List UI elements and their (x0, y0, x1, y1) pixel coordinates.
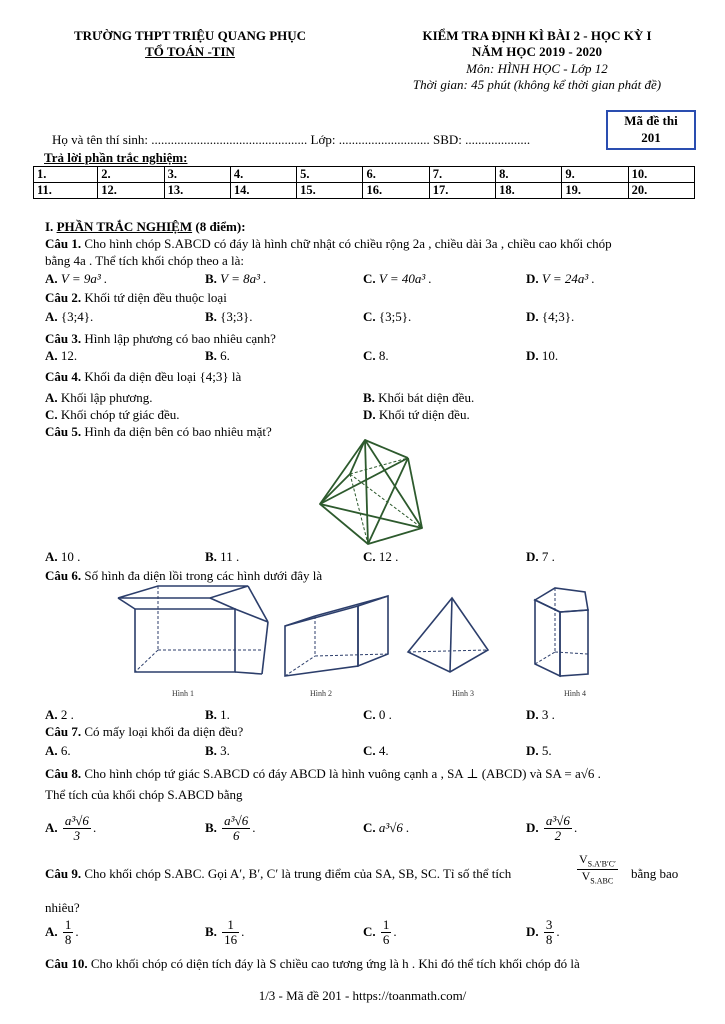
option-letter: B. (205, 309, 217, 324)
option-text: 1. (220, 707, 230, 722)
fig-label-1: Hình 1 (172, 689, 194, 698)
option-c[interactable] (363, 347, 389, 364)
q-label: Câu 7. (45, 724, 82, 739)
section-title: PHẦN TRẮC NGHIỆM (56, 219, 193, 234)
option-d[interactable] (526, 548, 555, 565)
option-b[interactable] (205, 918, 244, 948)
answer-cell[interactable]: 15. (297, 183, 363, 199)
option-text: {3;3}. (220, 309, 253, 324)
option-b[interactable] (363, 389, 474, 406)
option-text: V = 40a³ . (378, 271, 432, 286)
frac-num: a³√6 (545, 813, 570, 828)
option-letter: C. (363, 549, 376, 564)
option-letter: D. (526, 348, 539, 363)
answer-section-title: Trả lời phần trắc nghiệm: (44, 150, 188, 165)
fig1-edge (118, 598, 135, 609)
option-text: V = 24a³ . (541, 271, 595, 286)
option-text: 8. (378, 348, 389, 363)
q9-lead (45, 865, 511, 882)
option-letter: C. (363, 348, 376, 363)
option-letter: D. (526, 923, 539, 939)
option-tail: . (252, 819, 256, 835)
fig4-top (535, 588, 588, 612)
answer-cell[interactable]: 11. (34, 183, 98, 199)
exam-time: Thời gian: 45 phút (không kể thời gian phát đề) (412, 77, 662, 92)
option-fraction (544, 918, 555, 948)
frac-num: a³√6 (224, 813, 249, 828)
option-b[interactable] (205, 548, 239, 565)
option-letter: C. (363, 743, 376, 758)
frac-den: 8 (64, 932, 72, 948)
q4-options-2 (45, 406, 695, 423)
option-letter: B. (205, 549, 217, 564)
q2-text (45, 289, 695, 306)
answer-grid-row (34, 167, 695, 183)
figure-2 (285, 596, 388, 676)
answer-cell[interactable]: 20. (628, 183, 694, 199)
ratio-den-sub: S.ABC (590, 876, 614, 886)
ratio-num-sub: S.A′B′C′ (587, 859, 616, 869)
option-d[interactable] (363, 406, 470, 423)
option-text: 3. (220, 743, 230, 758)
option-letter: A. (45, 707, 58, 722)
q9-volume-ratio (577, 853, 618, 886)
option-letter: B. (205, 348, 217, 363)
q-text: Khối đa diện đều loại {4;3} là (81, 369, 242, 384)
octahedron-edge (320, 458, 408, 504)
option-a[interactable] (45, 308, 93, 325)
option-letter: C. (363, 271, 376, 286)
option-text: Khối chóp tứ giác đều. (60, 407, 180, 422)
option-letter: D. (526, 309, 539, 324)
answer-cell[interactable]: 18. (496, 183, 562, 199)
answer-cell[interactable]: 7. (429, 167, 495, 183)
option-letter: A. (45, 309, 58, 324)
option-text: 11 . (220, 549, 240, 564)
option-text: 0 . (378, 707, 392, 722)
answer-grid (33, 166, 695, 199)
option-c[interactable] (363, 918, 397, 948)
option-letter: A. (45, 923, 58, 939)
option-letter: C. (363, 309, 376, 324)
fig1-edge (248, 586, 268, 622)
option-letter: D. (363, 407, 376, 422)
option-text: 2 . (60, 707, 74, 722)
option-tail: . (393, 923, 397, 939)
fig2-front (285, 606, 358, 676)
option-text: 4. (378, 743, 389, 758)
exam-title: KIỂM TRA ĐỊNH KÌ BÀI 2 - HỌC KỲ I (422, 28, 652, 43)
option-a[interactable] (45, 347, 77, 364)
q9-options (45, 916, 695, 956)
q-label: Câu 4. (45, 369, 82, 384)
option-fraction (63, 918, 74, 948)
q-label: Câu 1. (45, 236, 82, 251)
answer-grid-row (34, 183, 695, 199)
option-tail: . (556, 923, 560, 939)
answer-cell[interactable]: 16. (363, 183, 429, 199)
fig4-left (535, 600, 560, 676)
option-tail: . (92, 819, 97, 835)
answer-cell[interactable]: 12. (98, 183, 164, 199)
option-letter: D. (526, 707, 539, 722)
fig1-edge (235, 672, 262, 674)
option-text: 10. (541, 348, 559, 363)
option-c[interactable] (363, 548, 398, 565)
option-a[interactable] (45, 548, 80, 565)
q9-tail: bằng bao (631, 866, 679, 881)
q7-text (45, 723, 695, 740)
department (40, 44, 340, 60)
option-letter: D. (526, 271, 539, 286)
option-b[interactable] (205, 706, 230, 723)
fig1-top (118, 586, 248, 598)
answer-cell[interactable]: 19. (562, 183, 628, 199)
section-heading (45, 218, 695, 235)
option-letter: C. (45, 407, 58, 422)
q-label: Câu 5. (45, 424, 82, 439)
school-year: NĂM HỌC 2019 - 2020 (472, 44, 602, 59)
option-tail: . (241, 923, 245, 939)
answer-cell[interactable]: 2. (98, 167, 164, 183)
q-label: Câu 10. (45, 956, 88, 971)
answer-cell[interactable]: 17. (429, 183, 495, 199)
frac-num: 1 (382, 917, 390, 932)
option-b[interactable] (205, 308, 253, 325)
exam-code-box (606, 110, 696, 150)
option-letter: A. (45, 271, 58, 286)
q8-options (45, 808, 695, 848)
frac-den: 2 (554, 828, 562, 844)
q-text: Cho hình chóp S.ABCD có đáy là hình chữ nhật có chiều rộng 2a , chiều dài 3a , chiều cao khối chóp (81, 236, 612, 251)
answer-cell[interactable]: 1. (34, 167, 98, 183)
octahedron-edge (320, 474, 350, 504)
answer-cell[interactable]: 8. (496, 167, 562, 183)
option-a[interactable] (45, 742, 71, 759)
q-label: Câu 2. (45, 290, 82, 305)
q6-text (45, 567, 695, 584)
option-d[interactable] (526, 706, 555, 723)
option-c[interactable] (45, 406, 180, 423)
frac-num: 1 (64, 917, 72, 932)
fig1-edge (262, 622, 268, 674)
option-c[interactable] (363, 742, 389, 759)
option-text: Khối bát diện đều. (378, 390, 475, 405)
q4-text (45, 368, 695, 385)
q5-options (45, 548, 695, 565)
option-fraction (63, 814, 91, 844)
q-text: Hình lập phương có bao nhiêu cạnh? (81, 331, 276, 346)
fig2-hidden (315, 654, 388, 656)
octahedron-edge (365, 440, 368, 544)
frac-den: 3 (73, 828, 81, 844)
q8-text-2: Thể tích của khối chóp S.ABCD bằng (45, 787, 243, 802)
figure-3 (408, 598, 488, 672)
q3-text (45, 330, 695, 347)
frac-den: 6 (232, 828, 240, 844)
answer-cell[interactable]: 13. (164, 183, 230, 199)
option-letter: B. (363, 390, 375, 405)
subject: Môn: HÌNH HỌC - Lớp 12 (466, 61, 608, 76)
option-b[interactable] (205, 742, 230, 759)
option-letter: A. (45, 348, 58, 363)
section-prefix: I. (45, 219, 57, 234)
answer-cell[interactable]: 14. (230, 183, 296, 199)
option-text: 7 . (541, 549, 555, 564)
option-letter: A. (45, 819, 58, 835)
option-d[interactable] (526, 742, 552, 759)
option-letter: C. (363, 820, 376, 835)
q-text: Hình đa diện bên có bao nhiêu mặt? (81, 424, 272, 439)
q6-options (45, 706, 695, 723)
q9-text (45, 852, 695, 893)
q10-text (45, 955, 695, 972)
q1-text-2: bằng 4a . Thể tích khối chóp theo a là: (45, 253, 245, 268)
frac-num: 1 (222, 918, 239, 933)
fig3-outline (408, 598, 488, 672)
option-c[interactable] (363, 819, 409, 836)
option-text: 6. (220, 348, 230, 363)
fig3-edge (450, 598, 452, 672)
option-a[interactable] (45, 706, 74, 723)
option-b[interactable] (205, 347, 230, 364)
option-letter: B. (205, 819, 217, 835)
q-label: Câu 6. (45, 568, 82, 583)
ratio-num-main: V (579, 852, 588, 866)
option-b[interactable] (205, 270, 267, 287)
fig2-edge (315, 596, 388, 616)
option-tail: . (75, 923, 79, 939)
q-text: Có mấy loại khối đa diện đều? (81, 724, 244, 739)
answer-cell[interactable]: 3. (164, 167, 230, 183)
option-c[interactable] (363, 706, 392, 723)
figure-1 (118, 586, 268, 674)
option-c[interactable] (363, 308, 411, 325)
q6-figures (110, 584, 620, 684)
fig2-edge (285, 616, 315, 626)
option-fraction (222, 918, 239, 948)
option-text: V = 9a³ . (60, 271, 108, 286)
option-a[interactable] (45, 389, 152, 406)
fig4-front (560, 610, 588, 676)
option-text: {3;4}. (60, 309, 94, 324)
q-text: Số hình đa diện lồi trong các hình dưới đây là (81, 568, 323, 583)
option-letter: A. (45, 743, 58, 758)
answer-cell[interactable]: 9. (562, 167, 628, 183)
fig4-hidden (535, 652, 555, 664)
answer-cell[interactable]: 5. (297, 167, 363, 183)
option-letter: B. (205, 271, 217, 286)
fig1-edge (210, 598, 235, 609)
option-text: 10 . (60, 549, 81, 564)
q-label: Câu 8. (45, 766, 82, 781)
frac-den: 6 (382, 932, 390, 948)
option-letter: D. (526, 549, 539, 564)
answer-cell[interactable]: 6. (363, 167, 429, 183)
ratio-den-main: V (581, 869, 591, 884)
option-letter: C. (363, 923, 376, 939)
option-letter: B. (205, 743, 217, 758)
option-c[interactable] (363, 270, 432, 287)
option-letter: A. (45, 390, 58, 405)
q-label: Câu 9. (45, 866, 82, 881)
q-text: Khối tứ diện đều thuộc loại (81, 290, 227, 305)
fig1-front (135, 609, 235, 672)
ratio-num (577, 853, 618, 870)
octahedron-edge (368, 458, 408, 544)
option-text: a³√6 . (378, 820, 410, 835)
q2-options (45, 308, 695, 325)
option-text: 3 . (541, 707, 555, 722)
option-letter: B. (205, 707, 217, 722)
answer-cell[interactable]: 4. (230, 167, 296, 183)
q3-options (45, 347, 695, 364)
fig-label-2: Hình 2 (310, 689, 332, 698)
option-d[interactable] (526, 308, 574, 325)
q4-options-1 (45, 389, 695, 406)
fig3-hidden (408, 650, 488, 652)
ratio-den (577, 870, 618, 886)
option-a[interactable] (45, 270, 107, 287)
q-label: Câu 3. (45, 331, 82, 346)
option-d[interactable] (526, 814, 577, 844)
option-text: Khối tứ diện đều. (378, 407, 470, 422)
school-name: TRƯỜNG THPT TRIỆU QUANG PHỤC (73, 28, 307, 43)
fig-label-3: Hình 3 (452, 689, 474, 698)
frac-num: a³√6 (64, 813, 89, 828)
option-a[interactable] (45, 814, 96, 844)
option-letter: B. (205, 923, 217, 939)
frac-den: 8 (545, 932, 553, 948)
fig2-side (358, 596, 388, 666)
section-suffix: (8 điểm): (192, 219, 246, 234)
exam-code-label: Mã đề thi (624, 113, 678, 128)
option-text: 12. (60, 348, 78, 363)
department-text: TỔ TOÁN -TIN (145, 44, 235, 59)
fig1-edge (235, 609, 268, 622)
q-text: Cho khối chóp S.ABC. Gọi A′, B′, C′ là trung điểm của SA, SB, SC. Tỉ số thể tích (81, 866, 512, 881)
q1-text (45, 235, 695, 252)
q-text: Cho khối chóp có diện tích đáy là S chiều cao tương ứng là h . Khi đó thể tích khối chóp đó là (87, 956, 580, 971)
option-d[interactable] (526, 270, 595, 287)
option-letter: D. (526, 819, 539, 835)
q1-options (45, 270, 695, 287)
option-text: 12 . (378, 549, 399, 564)
fig-label-4: Hình 4 (564, 689, 586, 698)
q8-text (45, 765, 695, 782)
frac-num: 3 (545, 917, 553, 932)
frac-den: 16 (224, 932, 238, 948)
answer-cell[interactable]: 10. (628, 167, 694, 183)
option-fraction (544, 814, 572, 844)
option-text: {4;3}. (541, 309, 575, 324)
option-text: 5. (541, 743, 552, 758)
option-text: V = 8a³ . (220, 271, 267, 286)
option-fraction (222, 814, 250, 844)
option-letter: D. (526, 743, 539, 758)
figure-4 (535, 588, 588, 676)
q-text: Cho hình chóp tứ giác S.ABCD có đáy ABCD là hình vuông cạnh a , SA ⊥ (ABCD) và SA = a√6 . (81, 766, 601, 781)
q9-text-2: nhiêu? (45, 900, 80, 915)
octahedron-outline (320, 440, 422, 544)
option-text: {3;5}. (378, 309, 412, 324)
q7-options (45, 742, 695, 759)
option-text: Khối lập phương. (60, 390, 153, 405)
option-a[interactable] (45, 918, 79, 948)
option-d[interactable] (526, 918, 560, 948)
option-letter: C. (363, 707, 376, 722)
option-fraction (381, 918, 392, 948)
option-tail: . (573, 819, 578, 835)
option-d[interactable] (526, 347, 558, 364)
option-letter: A. (45, 549, 58, 564)
page-footer: 1/3 - Mã đề 201 - https://toanmath.com/ (258, 988, 467, 1003)
exam-code: 201 (641, 130, 661, 145)
fig1-hidden (135, 650, 158, 672)
option-b[interactable] (205, 814, 255, 844)
octahedron-figure (310, 436, 430, 548)
option-text: 6. (60, 743, 71, 758)
student-info-line: Họ và tên thí sinh: ................................................ Lớp: ............................ SBD: .................... (52, 132, 531, 147)
